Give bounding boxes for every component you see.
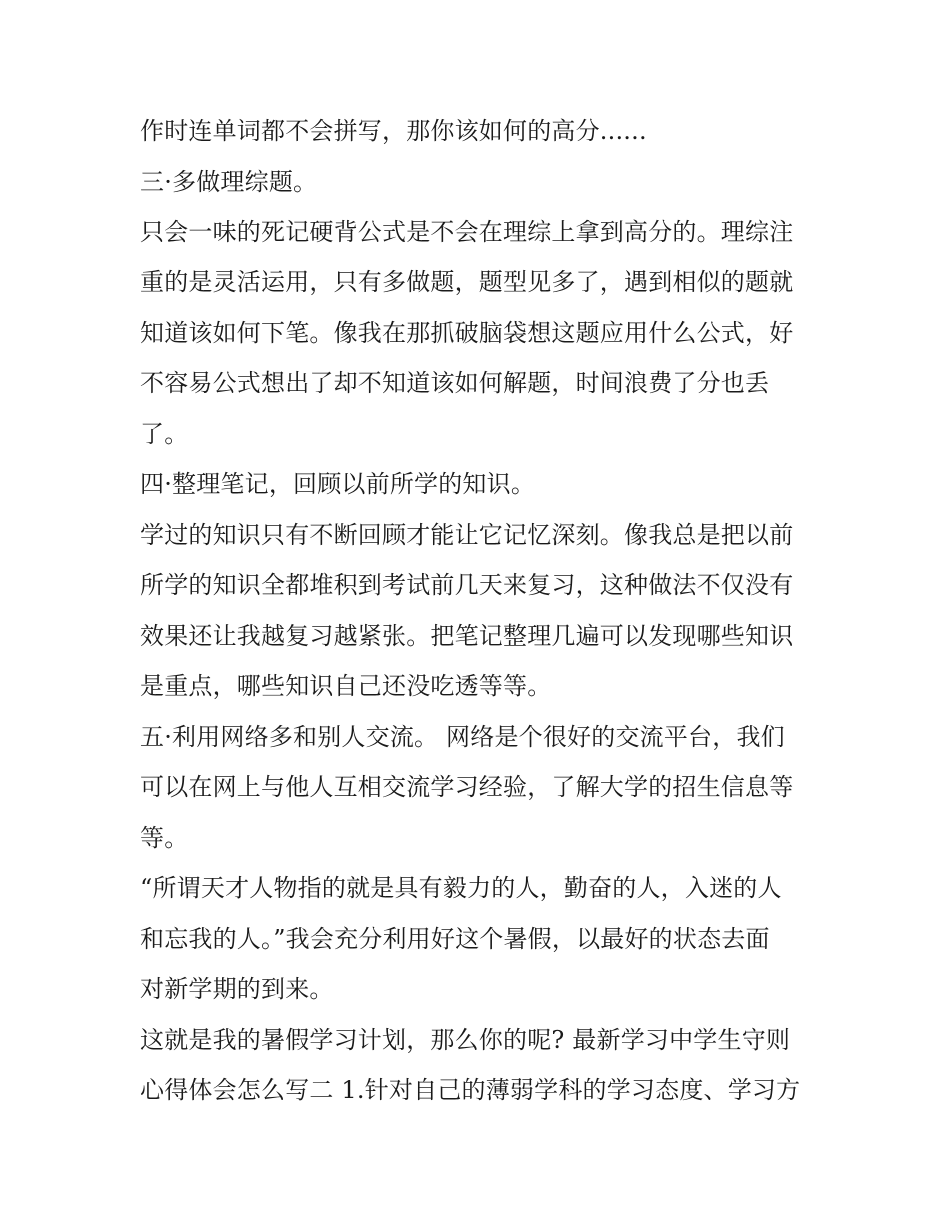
- text-line: 只会一味的死记硬背公式是不会在理综上拿到高分的。理综注: [140, 218, 794, 246]
- quote-line: “所谓天才人物指的就是具有毅力的人，勤奋的人，入迷的人: [140, 874, 782, 902]
- text-line: 和忘我的人。”我会充分利用好这个暑假，以最好的状态去面: [140, 925, 770, 953]
- text-line: 对新学期的到来。: [140, 975, 334, 1003]
- text-line: 所学的知识全都堆积到考试前几天来复习，这种做法不仅没有: [140, 571, 794, 599]
- text-line: 了。: [140, 420, 189, 448]
- text-line: 这就是我的暑假学习计划，那么你的呢? 最新学习中学生守则: [140, 1026, 791, 1054]
- section-heading-4: 四·整理笔记，回顾以前所学的知识。: [140, 470, 536, 498]
- text-line: 作时连单词都不会拼写，那你该如何的高分......: [140, 117, 647, 145]
- section-heading-3: 三·多做理综题。: [140, 168, 318, 196]
- text-line: 心得体会怎么写二 1.针对自己的薄弱学科的学习态度、学习方: [140, 1076, 801, 1104]
- text-line: 等。: [140, 824, 189, 852]
- text-line: 是重点，哪些知识自己还没吃透等等。: [140, 672, 552, 700]
- text-line: 效果还让我越复习越紧张。把笔记整理几遍可以发现哪些知识: [140, 622, 794, 650]
- section-heading-5: 五·利用网络多和别人交流。 网络是个很好的交流平台，我们: [140, 723, 785, 751]
- text-line: 不容易公式想出了却不知道该如何解题，时间浪费了分也丢: [140, 369, 770, 397]
- text-line: 学过的知识只有不断回顾才能让它记忆深刻。像我总是把以前: [140, 521, 794, 549]
- text-line: 可以在网上与他人互相交流学习经验，了解大学的招生信息等: [140, 773, 794, 801]
- text-line: 知道该如何下笔。像我在那抓破脑袋想这题应用什么公式，好: [140, 319, 794, 347]
- text-line: 重的是灵活运用，只有多做题，题型见多了，遇到相似的题就: [140, 268, 794, 296]
